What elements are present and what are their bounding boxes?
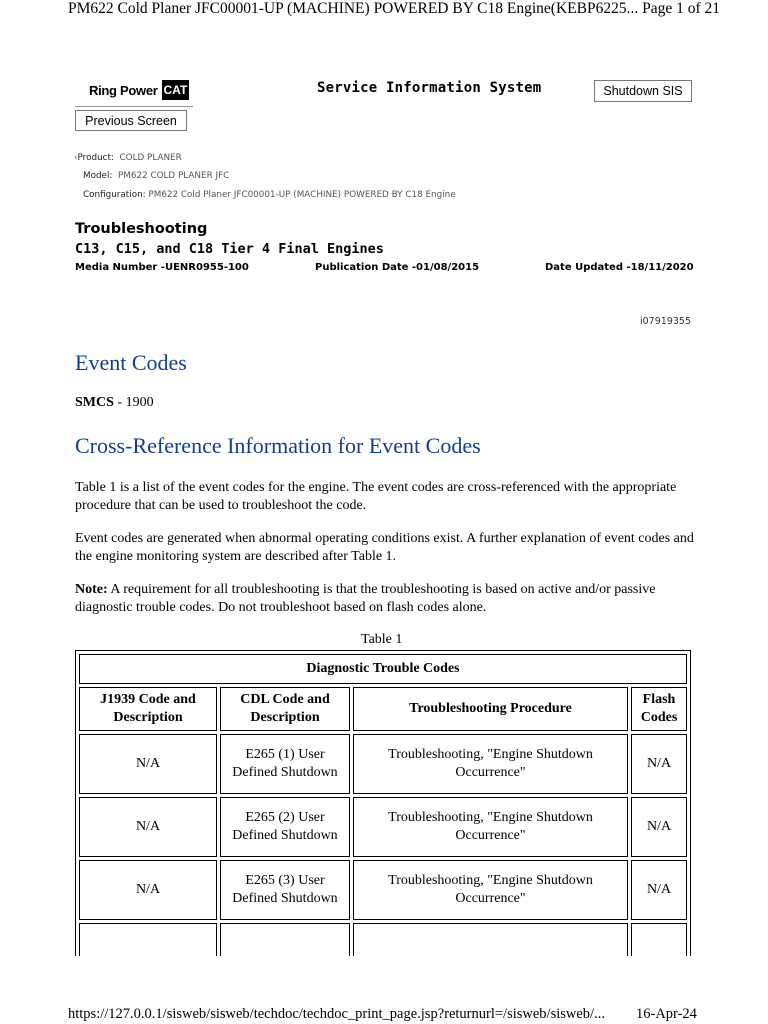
diagnostic-trouble-codes-table bbox=[75, 650, 691, 956]
table-cell: N/A bbox=[631, 734, 687, 794]
model-value: PM622 COLD PLANER JFC bbox=[117, 171, 230, 181]
table-cell bbox=[353, 923, 628, 956]
table-cell: N/A bbox=[79, 797, 217, 857]
table-row-cut bbox=[79, 923, 687, 956]
page-title: Service Information System bbox=[317, 80, 542, 96]
ring-power-cat-logo bbox=[75, 74, 193, 107]
chevron-left-icon: ‹ bbox=[74, 153, 78, 163]
note-label: Note: bbox=[75, 582, 108, 597]
model-row bbox=[83, 171, 229, 181]
configuration-row bbox=[83, 190, 456, 200]
product-label: Product: bbox=[77, 153, 114, 163]
table-caption: Table 1 bbox=[361, 632, 403, 647]
table-cell: Troubleshooting, "Engine Shutdown Occurrence" bbox=[353, 860, 628, 920]
table-row bbox=[79, 734, 687, 794]
column-header: Flash Codes bbox=[631, 687, 687, 731]
cat-badge: CAT bbox=[162, 80, 190, 100]
table-cell: N/A bbox=[631, 860, 687, 920]
logo-text: Ring Power bbox=[89, 82, 158, 98]
print-footer-date: 16-Apr-24 bbox=[636, 1006, 697, 1022]
smcs-label: SMCS bbox=[75, 395, 114, 410]
table-cell: E265 (2) User Defined Shutdown bbox=[220, 797, 350, 857]
table-cell: E265 (3) User Defined Shutdown bbox=[220, 860, 350, 920]
table-cell: Troubleshooting, "Engine Shutdown Occurrence" bbox=[353, 734, 628, 794]
document-type: Troubleshooting bbox=[75, 221, 208, 237]
column-header: J1939 Code and Description bbox=[79, 687, 217, 731]
paragraph-event-codes: Event codes are generated when abnormal operating conditions exist. A further explanation of event codes and the engine monitoring system are described after Table 1. bbox=[75, 531, 694, 564]
table-cell bbox=[79, 923, 217, 956]
table-cell: N/A bbox=[79, 860, 217, 920]
table-cell: E265 (1) User Defined Shutdown bbox=[220, 734, 350, 794]
diagnostic-codes-table-wrap bbox=[75, 650, 691, 956]
table-cell: N/A bbox=[631, 797, 687, 857]
table-row bbox=[79, 797, 687, 857]
document-id: i07919355 bbox=[640, 316, 691, 327]
table-title: Diagnostic Trouble Codes bbox=[79, 654, 687, 684]
product-value: COLD PLANER bbox=[119, 153, 182, 163]
paragraph-table-intro: Table 1 is a list of the event codes for the engine. The event codes are cross-referenced with the appropriate procedure that can be used to troubleshoot the code. bbox=[75, 480, 677, 513]
product-breadcrumb[interactable] bbox=[74, 153, 182, 163]
configuration-value: PM622 Cold Planer JFC00001-UP (MACHINE) POWERED BY C18 Engine bbox=[148, 190, 456, 200]
configuration-label: Configuration: bbox=[83, 190, 146, 200]
note-paragraph bbox=[75, 581, 695, 617]
media-number: Media Number -UENR0955-100 bbox=[75, 262, 249, 273]
document-subtitle: C13, C15, and C18 Tier 4 Final Engines bbox=[75, 241, 384, 257]
table-cell bbox=[220, 923, 350, 956]
print-page-header: PM622 Cold Planer JFC00001-UP (MACHINE) POWERED BY C18 Engine(KEBP6225... Page 1 of 21 bbox=[68, 0, 720, 17]
model-label: Model: bbox=[83, 171, 113, 181]
heading-cross-reference: Cross-Reference Information for Event Codes bbox=[75, 433, 481, 458]
publication-date: Publication Date -01/08/2015 bbox=[315, 262, 480, 273]
previous-screen-button[interactable]: Previous Screen bbox=[75, 110, 187, 131]
column-header: CDL Code and Description bbox=[220, 687, 350, 731]
smcs-line bbox=[75, 395, 154, 411]
table-cell bbox=[631, 923, 687, 956]
smcs-value: - 1900 bbox=[113, 395, 154, 410]
table-row bbox=[79, 860, 687, 920]
table-cell: N/A bbox=[79, 734, 217, 794]
note-text: A requirement for all troubleshooting is that the troubleshooting is based on active and/or passive diagnostic trouble codes. Do not troubleshoot based on flash codes alone. bbox=[75, 582, 656, 615]
print-footer-url: https://127.0.0.1/sisweb/sisweb/techdoc/techdoc_print_page.jsp?returnurl=/sisweb/sisweb/... bbox=[68, 1006, 605, 1022]
heading-event-codes: Event Codes bbox=[75, 350, 187, 375]
shutdown-sis-button[interactable]: Shutdown SIS bbox=[594, 80, 692, 102]
column-header: Troubleshooting Procedure bbox=[353, 687, 628, 731]
table-cell: Troubleshooting, "Engine Shutdown Occurrence" bbox=[353, 797, 628, 857]
date-updated: Date Updated -18/11/2020 bbox=[545, 262, 694, 273]
